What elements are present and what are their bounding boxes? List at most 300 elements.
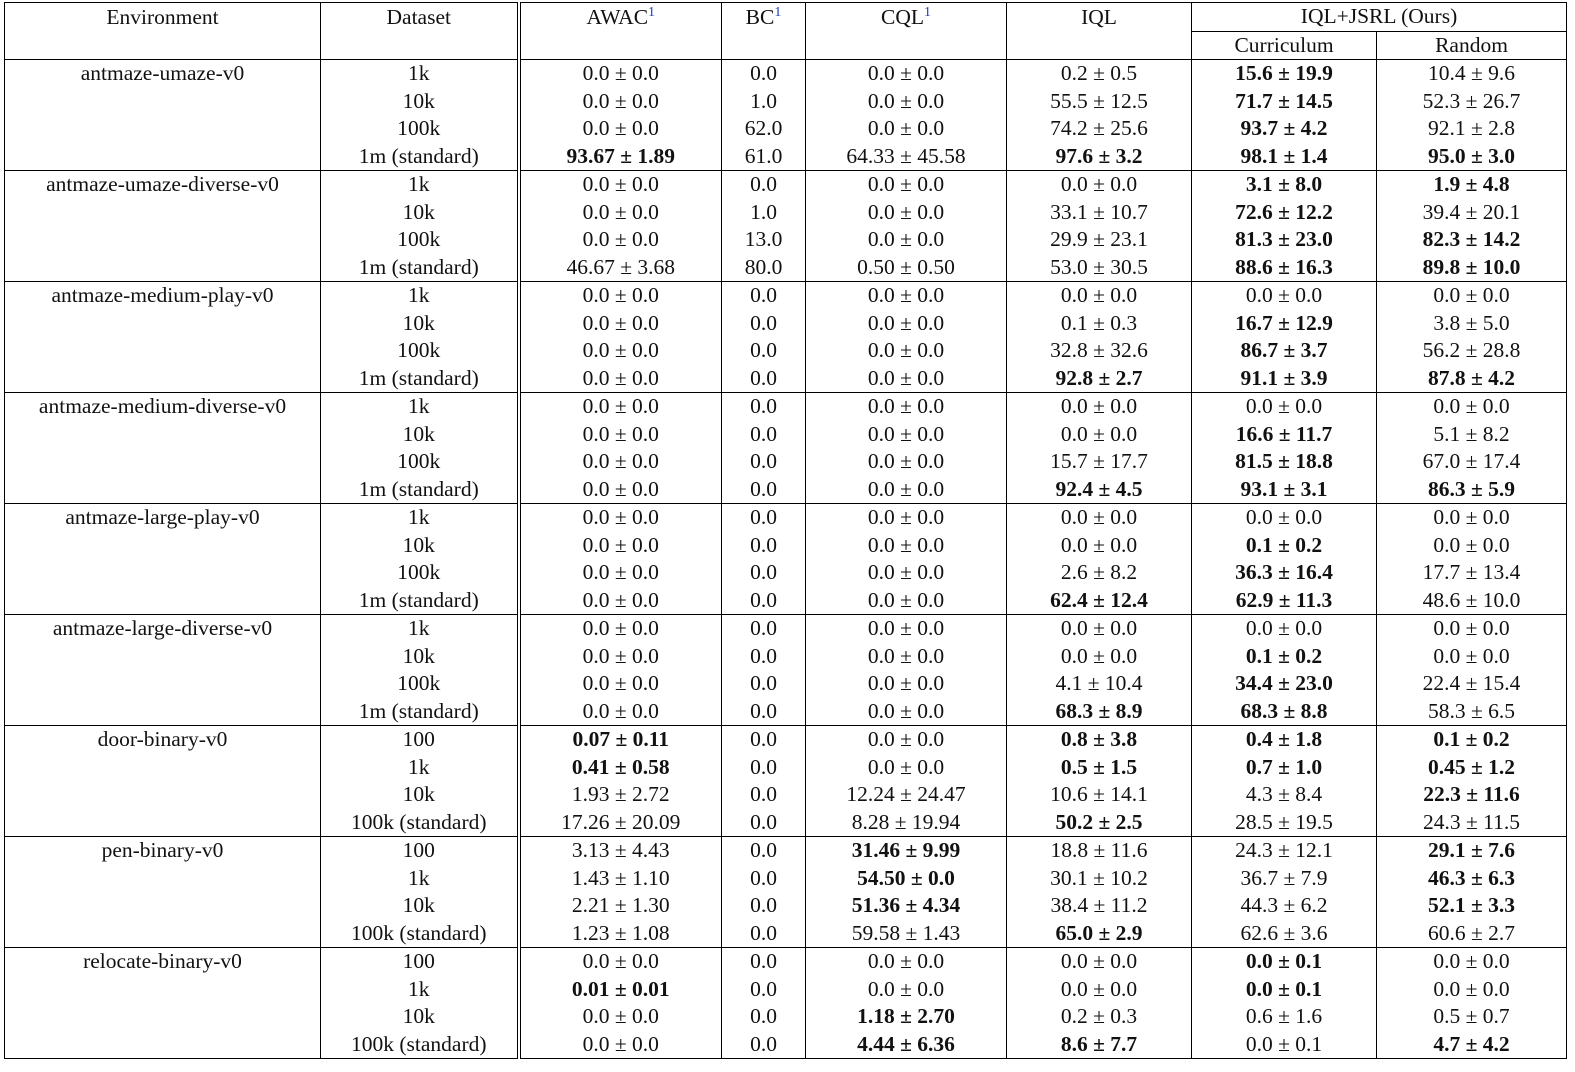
score-value: 0.0 ± 0.0 <box>1060 976 1138 1001</box>
score-cell <box>806 1003 1007 1031</box>
env-group <box>5 615 1567 726</box>
score-cell <box>806 698 1007 726</box>
table-row <box>5 1003 1567 1031</box>
environment-cell-empty <box>5 226 321 254</box>
score-value: 0.1 ± 0.3 <box>1060 310 1138 335</box>
score-cell <box>1377 976 1567 1004</box>
environment-name: antmaze-medium-diverse-v0 <box>5 393 321 421</box>
score-value-best: 62.9 ± 11.3 <box>1235 587 1333 612</box>
score-cell <box>519 143 722 171</box>
score-cell <box>1007 698 1192 726</box>
score-cell <box>1377 670 1567 698</box>
header-awac: AWAC$^1$ <box>519 3 722 32</box>
score-value: 24.3 ± 11.5 <box>1423 809 1521 834</box>
table-row <box>5 310 1567 338</box>
score-value: 61.0 <box>744 143 783 168</box>
score-value: 0.6 ± 1.6 <box>1245 1004 1323 1029</box>
score-value: 4.3 ± 8.4 <box>1245 782 1323 807</box>
score-cell <box>806 615 1007 643</box>
score-value-best: 65.0 ± 2.9 <box>1055 920 1143 945</box>
score-value-best: 86.7 ± 3.7 <box>1240 338 1328 363</box>
score-value-best: 0.45 ± 1.2 <box>1427 754 1516 779</box>
score-value-best: 82.3 ± 14.2 <box>1422 227 1521 252</box>
score-value: 0.0 ± 0.0 <box>867 727 945 752</box>
dataset-size: 1m (standard) <box>321 365 519 393</box>
score-value: 0.0 <box>750 560 777 585</box>
dataset-size: 1m (standard) <box>321 143 519 171</box>
score-value: 0.0 ± 0.0 <box>1245 283 1323 308</box>
dataset-size: 1k <box>321 615 519 643</box>
environment-cell-empty <box>5 476 321 504</box>
score-cell <box>1377 948 1567 976</box>
score-cell <box>519 282 722 310</box>
score-cell <box>806 115 1007 143</box>
score-value: 0.0 ± 0.0 <box>1245 394 1323 419</box>
score-value: 53.0 ± 30.5 <box>1050 254 1148 279</box>
score-value: 0.0 <box>750 532 777 557</box>
score-value-best: 93.7 ± 4.2 <box>1240 116 1328 141</box>
score-value: 22.4 ± 15.4 <box>1422 671 1521 696</box>
dataset-size: 100k <box>321 559 519 587</box>
score-value: 62.6 ± 3.6 <box>1240 920 1328 945</box>
score-value: 0.0 ± 0.0 <box>867 976 945 1001</box>
table-row <box>5 88 1567 116</box>
score-cell <box>1192 643 1377 671</box>
score-value-best: 92.8 ± 2.7 <box>1055 365 1143 390</box>
score-value: 0.0 ± 0.0 <box>867 394 945 419</box>
environment-cell-empty <box>5 754 321 782</box>
score-value: 0.5 ± 0.7 <box>1433 1004 1510 1029</box>
environment-cell-empty <box>5 781 321 809</box>
score-value: 17.26 ± 20.09 <box>561 809 681 834</box>
score-value: 1.0 <box>750 88 777 113</box>
score-cell <box>1007 837 1192 865</box>
score-cell <box>1192 226 1377 254</box>
score-value: 0.0 ± 0.0 <box>582 949 659 974</box>
env-group <box>5 60 1567 171</box>
header-iql: IQL <box>1007 3 1192 32</box>
dataset-size: 1k <box>321 976 519 1004</box>
score-value: 92.1 ± 2.8 <box>1427 116 1516 141</box>
score-value: 0.0 ± 0.0 <box>867 61 945 86</box>
score-cell <box>722 1003 806 1031</box>
score-cell <box>722 282 806 310</box>
score-cell <box>1377 421 1567 449</box>
score-value-best: 1.9 ± 4.8 <box>1433 172 1510 197</box>
table-row <box>5 920 1567 948</box>
score-value-best: 16.7 ± 12.9 <box>1235 310 1333 335</box>
score-value-best: 0.5 ± 1.5 <box>1060 754 1138 779</box>
score-cell <box>1192 587 1377 615</box>
score-value: 0.0 ± 0.0 <box>867 283 945 308</box>
score-value: 0.0 ± 0.0 <box>582 560 659 585</box>
dataset-size: 100k (standard) <box>321 809 519 837</box>
score-value: 0.0 ± 0.0 <box>867 949 945 974</box>
score-cell <box>1377 920 1567 948</box>
score-cell <box>722 698 806 726</box>
score-cell <box>722 365 806 393</box>
score-cell <box>806 726 1007 754</box>
score-value: 0.0 ± 0.0 <box>867 88 945 113</box>
header-random: Random <box>1377 31 1567 60</box>
score-value: 0.0 ± 0.0 <box>1060 283 1138 308</box>
score-value: 0.0 ± 0.0 <box>867 310 945 335</box>
score-value-best: 4.7 ± 4.2 <box>1433 1031 1510 1056</box>
score-cell <box>1192 920 1377 948</box>
score-value: 0.0 ± 0.0 <box>1433 616 1510 641</box>
score-value-best: 87.8 ± 4.2 <box>1427 365 1516 390</box>
score-value: 0.0 ± 0.0 <box>1060 421 1138 446</box>
score-value-best: 1.18 ± 2.70 <box>857 1004 955 1029</box>
score-cell <box>1377 781 1567 809</box>
score-cell <box>1007 781 1192 809</box>
score-cell <box>1007 254 1192 282</box>
score-cell <box>519 171 722 199</box>
score-cell <box>722 948 806 976</box>
score-value: 33.1 ± 10.7 <box>1050 199 1148 224</box>
score-cell <box>519 393 722 421</box>
score-cell <box>519 865 722 893</box>
score-value: 0.0 ± 0.0 <box>867 532 945 557</box>
score-cell <box>1007 559 1192 587</box>
score-cell <box>1192 837 1377 865</box>
score-cell <box>519 837 722 865</box>
score-value: 0.0 ± 0.0 <box>1433 949 1510 974</box>
score-cell <box>722 88 806 116</box>
score-value: 0.0 ± 0.0 <box>582 227 659 252</box>
score-value: 0.0 ± 0.0 <box>1433 643 1510 668</box>
table-row <box>5 476 1567 504</box>
bc-footnote-marker[interactable]: 1 <box>774 4 782 20</box>
header-cql: CQL$^1$ <box>806 3 1007 32</box>
score-cell <box>1377 504 1567 532</box>
table-row <box>5 726 1567 754</box>
score-value: 1.43 ± 1.10 <box>571 865 670 890</box>
score-cell <box>1007 282 1192 310</box>
score-value: 0.0 ± 0.0 <box>582 476 659 501</box>
score-value: 13.0 <box>744 227 783 252</box>
score-cell <box>1377 559 1567 587</box>
score-cell <box>1377 226 1567 254</box>
score-value: 0.0 ± 0.0 <box>867 505 945 530</box>
score-value-best: 0.01 ± 0.01 <box>571 976 670 1001</box>
awac-footnote-marker[interactable]: 1 <box>648 4 656 20</box>
dataset-size: 1m (standard) <box>321 254 519 282</box>
score-cell <box>722 920 806 948</box>
score-value-best: 91.1 ± 3.9 <box>1240 365 1328 390</box>
score-cell <box>806 948 1007 976</box>
score-value: 44.3 ± 6.2 <box>1240 893 1328 918</box>
score-value: 0.0 ± 0.0 <box>582 421 659 446</box>
score-value: 3.13 ± 4.43 <box>571 838 670 863</box>
score-cell <box>806 754 1007 782</box>
score-value: 0.0 ± 0.0 <box>1433 283 1510 308</box>
score-cell <box>806 670 1007 698</box>
score-cell <box>1192 199 1377 227</box>
score-cell <box>722 337 806 365</box>
table-row <box>5 504 1567 532</box>
score-cell <box>1192 670 1377 698</box>
environment-cell-empty <box>5 1003 321 1031</box>
score-cell <box>1377 615 1567 643</box>
score-value: 0.0 <box>750 727 777 752</box>
score-value-best: 86.3 ± 5.9 <box>1427 476 1516 501</box>
score-cell <box>1377 254 1567 282</box>
score-cell <box>519 88 722 116</box>
table-row <box>5 199 1567 227</box>
score-cell <box>1377 365 1567 393</box>
score-value: 0.0 <box>750 172 777 197</box>
env-group <box>5 171 1567 282</box>
score-value-best: 72.6 ± 12.2 <box>1235 199 1333 224</box>
score-value: 0.0 ± 0.0 <box>1060 616 1138 641</box>
table-row <box>5 976 1567 1004</box>
score-cell <box>1192 532 1377 560</box>
score-cell <box>722 781 806 809</box>
score-value-best: 16.6 ± 11.7 <box>1235 421 1333 446</box>
score-cell <box>1377 476 1567 504</box>
score-cell <box>722 143 806 171</box>
score-value-best: 0.0 ± 0.1 <box>1245 976 1323 1001</box>
score-cell <box>1192 143 1377 171</box>
score-cell <box>1192 865 1377 893</box>
score-value: 0.0 ± 0.0 <box>1060 394 1138 419</box>
score-value: 0.0 ± 0.0 <box>867 560 945 585</box>
environment-name: antmaze-umaze-v0 <box>5 60 321 88</box>
score-cell <box>1377 393 1567 421</box>
score-value: 55.5 ± 12.5 <box>1050 88 1148 113</box>
header-curriculum: Curriculum <box>1192 31 1377 60</box>
dataset-size: 1m (standard) <box>321 476 519 504</box>
table-row <box>5 226 1567 254</box>
score-value: 0.0 ± 0.0 <box>867 476 945 501</box>
score-cell <box>1007 754 1192 782</box>
score-value: 0.0 <box>750 809 777 834</box>
score-cell <box>1007 476 1192 504</box>
score-cell <box>722 448 806 476</box>
score-value-best: 0.07 ± 0.11 <box>572 727 670 752</box>
score-cell <box>1377 809 1567 837</box>
score-cell <box>519 115 722 143</box>
score-cell <box>1007 504 1192 532</box>
score-value: 0.0 <box>750 476 777 501</box>
table-row <box>5 809 1567 837</box>
table-row <box>5 615 1567 643</box>
dataset-size: 100k <box>321 448 519 476</box>
dataset-size: 10k <box>321 892 519 920</box>
score-cell <box>1007 726 1192 754</box>
score-cell <box>722 559 806 587</box>
score-cell <box>519 643 722 671</box>
score-cell <box>1192 976 1377 1004</box>
score-cell <box>519 781 722 809</box>
score-value: 0.0 ± 0.0 <box>867 671 945 696</box>
score-value: 3.8 ± 5.0 <box>1433 310 1510 335</box>
score-cell <box>519 615 722 643</box>
score-value-best: 81.3 ± 23.0 <box>1235 227 1333 252</box>
score-value: 0.0 ± 0.0 <box>582 61 659 86</box>
score-cell <box>519 1031 722 1059</box>
score-cell <box>1192 88 1377 116</box>
score-cell <box>1007 948 1192 976</box>
score-cell <box>1377 171 1567 199</box>
score-value: 0.0 ± 0.0 <box>1060 505 1138 530</box>
score-value: 0.0 ± 0.0 <box>1060 949 1138 974</box>
score-cell <box>722 60 806 88</box>
dataset-size: 10k <box>321 1003 519 1031</box>
score-value: 0.0 ± 0.0 <box>582 116 659 141</box>
score-cell <box>519 476 722 504</box>
score-cell <box>1192 809 1377 837</box>
score-value: 0.0 ± 0.0 <box>582 338 659 363</box>
score-value: 0.0 <box>750 616 777 641</box>
score-value: 32.8 ± 32.6 <box>1050 338 1148 363</box>
score-cell <box>1007 1003 1192 1031</box>
score-cell <box>806 865 1007 893</box>
table-row <box>5 393 1567 421</box>
score-value: 39.4 ± 20.1 <box>1422 199 1521 224</box>
score-value: 0.0 <box>750 1004 777 1029</box>
score-value-best: 93.1 ± 3.1 <box>1240 476 1328 501</box>
score-value: 0.0 ± 0.0 <box>582 394 659 419</box>
score-cell <box>519 532 722 560</box>
score-cell <box>519 448 722 476</box>
score-cell <box>806 337 1007 365</box>
score-cell <box>806 781 1007 809</box>
dataset-size: 10k <box>321 643 519 671</box>
score-value: 2.6 ± 8.2 <box>1060 560 1138 585</box>
score-value: 74.2 ± 25.6 <box>1050 116 1148 141</box>
score-value: 0.0 <box>750 365 777 390</box>
dataset-size: 10k <box>321 532 519 560</box>
score-value: 24.3 ± 12.1 <box>1235 838 1333 863</box>
score-cell <box>806 60 1007 88</box>
score-value: 8.28 ± 19.94 <box>851 809 961 834</box>
score-cell <box>1192 615 1377 643</box>
environment-cell-empty <box>5 976 321 1004</box>
score-value: 0.0 ± 0.0 <box>582 1004 659 1029</box>
env-group <box>5 282 1567 393</box>
score-value: 0.0 <box>750 949 777 974</box>
score-cell <box>1192 282 1377 310</box>
table-row <box>5 837 1567 865</box>
score-cell <box>519 698 722 726</box>
score-value: 0.0 ± 0.0 <box>867 338 945 363</box>
table-row <box>5 892 1567 920</box>
score-value: 0.0 <box>750 283 777 308</box>
score-value: 1.23 ± 1.08 <box>571 920 670 945</box>
score-cell <box>1192 754 1377 782</box>
score-cell <box>1192 781 1377 809</box>
score-value: 60.6 ± 2.7 <box>1427 920 1516 945</box>
score-cell <box>1192 1031 1377 1059</box>
env-group <box>5 837 1567 948</box>
score-cell <box>1192 60 1377 88</box>
score-value: 0.0 ± 0.0 <box>867 754 945 779</box>
environment-name: relocate-binary-v0 <box>5 948 321 976</box>
dataset-size: 100 <box>321 726 519 754</box>
score-cell <box>722 199 806 227</box>
score-value: 0.0 ± 0.0 <box>582 88 659 113</box>
score-value: 0.0 <box>750 754 777 779</box>
score-cell <box>1377 310 1567 338</box>
table-row <box>5 448 1567 476</box>
score-value-best: 71.7 ± 14.5 <box>1235 88 1333 113</box>
cql-footnote-marker[interactable]: 1 <box>924 4 931 20</box>
score-value-best: 89.8 ± 10.0 <box>1422 254 1521 279</box>
score-value: 28.5 ± 19.5 <box>1235 809 1333 834</box>
score-cell <box>806 476 1007 504</box>
score-value: 0.0 ± 0.0 <box>867 227 945 252</box>
score-value: 58.3 ± 6.5 <box>1427 698 1516 723</box>
score-cell <box>1377 199 1567 227</box>
score-value: 0.0 <box>750 338 777 363</box>
score-cell <box>806 88 1007 116</box>
score-value: 0.0 ± 0.0 <box>582 1031 659 1056</box>
header-ours: IQL+JSRL (Ours) <box>1192 3 1567 32</box>
score-cell <box>1192 171 1377 199</box>
table-row <box>5 337 1567 365</box>
score-value: 0.0 <box>750 505 777 530</box>
score-value: 0.0 ± 0.0 <box>1433 532 1510 557</box>
score-cell <box>722 809 806 837</box>
score-cell <box>1192 726 1377 754</box>
environment-cell-empty <box>5 587 321 615</box>
score-value: 17.7 ± 13.4 <box>1422 560 1521 585</box>
score-cell <box>1377 726 1567 754</box>
score-value: 0.50 ± 0.50 <box>857 254 955 279</box>
score-cell <box>1192 948 1377 976</box>
score-cell <box>722 837 806 865</box>
table-row <box>5 754 1567 782</box>
table-row <box>5 559 1567 587</box>
score-value: 0.0 <box>750 310 777 335</box>
score-cell <box>1007 892 1192 920</box>
score-cell <box>519 254 722 282</box>
score-cell <box>722 892 806 920</box>
score-value: 0.0 <box>750 643 777 668</box>
table-row <box>5 643 1567 671</box>
score-cell <box>1192 310 1377 338</box>
score-cell <box>1007 532 1192 560</box>
dataset-size: 10k <box>321 421 519 449</box>
dataset-size: 100k <box>321 670 519 698</box>
score-value-best: 93.67 ± 1.89 <box>566 143 676 168</box>
score-cell <box>1377 754 1567 782</box>
score-value-best: 62.4 ± 12.4 <box>1050 587 1148 612</box>
score-value: 48.6 ± 10.0 <box>1422 587 1521 612</box>
score-cell <box>722 615 806 643</box>
score-value: 0.0 ± 0.0 <box>1060 532 1138 557</box>
env-group <box>5 393 1567 504</box>
dataset-size: 1m (standard) <box>321 698 519 726</box>
table-row <box>5 532 1567 560</box>
score-value: 67.0 ± 17.4 <box>1422 449 1521 474</box>
score-value-best: 54.50 ± 0.0 <box>857 865 955 890</box>
score-cell <box>806 892 1007 920</box>
score-cell <box>519 920 722 948</box>
score-cell <box>722 532 806 560</box>
score-value-best: 46.3 ± 6.3 <box>1427 865 1516 890</box>
env-group <box>5 504 1567 615</box>
score-value: 0.0 <box>750 394 777 419</box>
score-cell <box>722 865 806 893</box>
score-value-best: 0.1 ± 0.2 <box>1433 727 1510 752</box>
score-value: 0.0 ± 0.0 <box>1245 616 1323 641</box>
score-cell <box>1377 643 1567 671</box>
score-value: 0.0 <box>750 920 777 945</box>
score-value-best: 92.4 ± 4.5 <box>1055 476 1143 501</box>
